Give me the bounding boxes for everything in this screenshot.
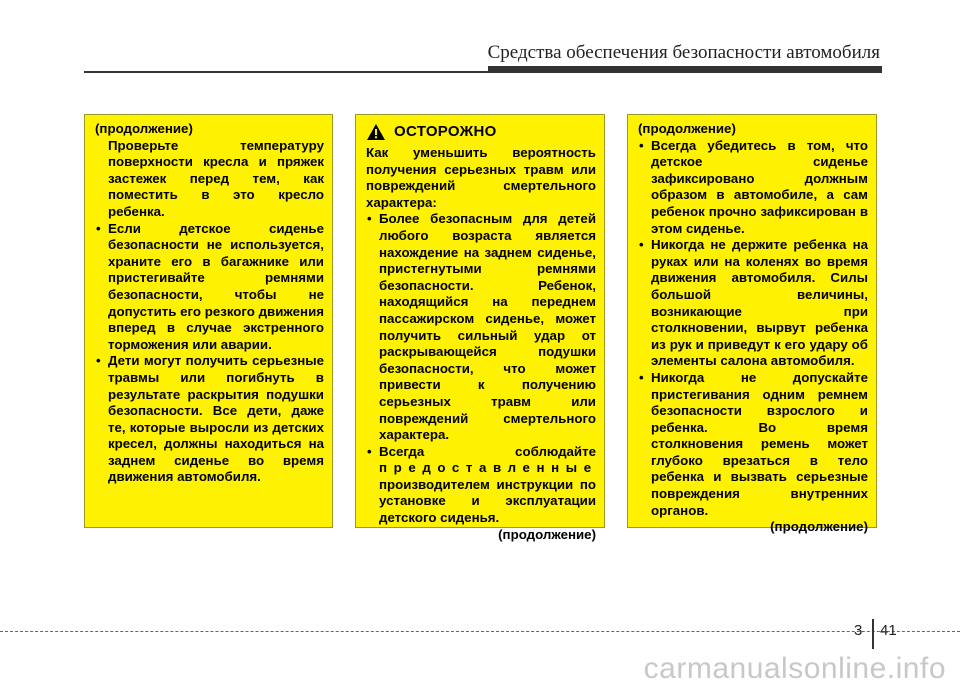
list-item: • Дети могут получить серьезные травмы или погибнуть в результате раскрытия подушки безопасности. Все дети, даже те, которые выросли из детских кресел, должны находиться на заднем сиденье во время движения автомобиля. xyxy=(96,353,324,485)
bullet-icon: • xyxy=(96,220,101,236)
continued-label-top: (продолжение) xyxy=(638,121,736,136)
header-rule-thick xyxy=(488,66,882,73)
warning-triangle-icon xyxy=(366,123,386,141)
list-item: • Всегда соблюдайте предоставленные производителем инструкции по установке и эксплуатации детского сиденья. xyxy=(367,443,598,526)
caution-panel-middle xyxy=(355,114,605,542)
list-item: • Всегда убедитесь в том, что детское сиденье зафиксировано должным образом в автомобиле, а сам ребенок прочно зафиксирован в этом сиденье. xyxy=(639,137,868,236)
panel-mid-intro: Как уменьшить вероятность получения серьезных травм или повреждений смертельного характера: xyxy=(366,145,596,210)
continued-label-bottom: (продолжение) xyxy=(498,526,596,542)
warning-title: ОСТОРОЖНО xyxy=(394,122,497,140)
bullet-icon: • xyxy=(639,137,644,153)
bullet-icon: • xyxy=(96,353,101,369)
page-number-divider xyxy=(872,619,874,649)
panel-left-intro: Проверьте температуру поверхности кресла и пряжек застежек перед тем, как поместить в это кресло ребенка. xyxy=(108,137,324,219)
list-item: • Более безопасным для детей любого возраста является нахождение на заднем сиденье, пристегнутыми ремнями безопасности. Ребенок, находящийся на переднем пассажирском сиденье, может получить сильный удар от раскрывающейся подушки безопасности, что может привести к получению серьезных травм или повреждений смертельного характера. xyxy=(367,211,596,443)
bullet-icon: • xyxy=(367,443,372,459)
warning-header xyxy=(366,123,596,141)
list-item: • Никогда не держите ребенка на руках или на коленях во время движения автомобиля. Силы большой величины, возникающие при столкновении, вырвут ребенка из рук и приведут к его удару об элементы салона автомобиля. xyxy=(639,237,868,369)
continued-label-top: (продолжение) xyxy=(95,121,193,136)
list-item: • Если детское сиденье безопасности не используется, храните его в багажнике или пристегивайте ремнями безопасности, чтобы не допустить его резкого движения вперед в случае экстренного торможения или аварии. xyxy=(96,220,325,352)
page-number: 41 xyxy=(880,622,897,639)
list-item: • Никогда не допускайте пристегивания одним ремнем безопасности взрослого и ребенка. Во время столкновения ремень может глубоко врезаться в тело ребенка и вызвать серьезные повреждения внутренних органов. xyxy=(639,369,868,518)
caution-panel-right xyxy=(627,114,877,535)
bullet-icon: • xyxy=(639,237,644,253)
watermark: carmanualsonline.info xyxy=(643,652,946,685)
header-rule-thin xyxy=(84,71,488,73)
footer-rule xyxy=(0,631,960,632)
chapter-number: 3 xyxy=(854,622,863,639)
continued-label-bottom: (продолжение) xyxy=(770,519,868,535)
bullet-icon: • xyxy=(367,211,372,227)
bullet-icon: • xyxy=(639,369,644,385)
section-title: Средства обеспечения безопасности автомобиля xyxy=(487,42,880,63)
caution-panel-left xyxy=(84,114,333,528)
